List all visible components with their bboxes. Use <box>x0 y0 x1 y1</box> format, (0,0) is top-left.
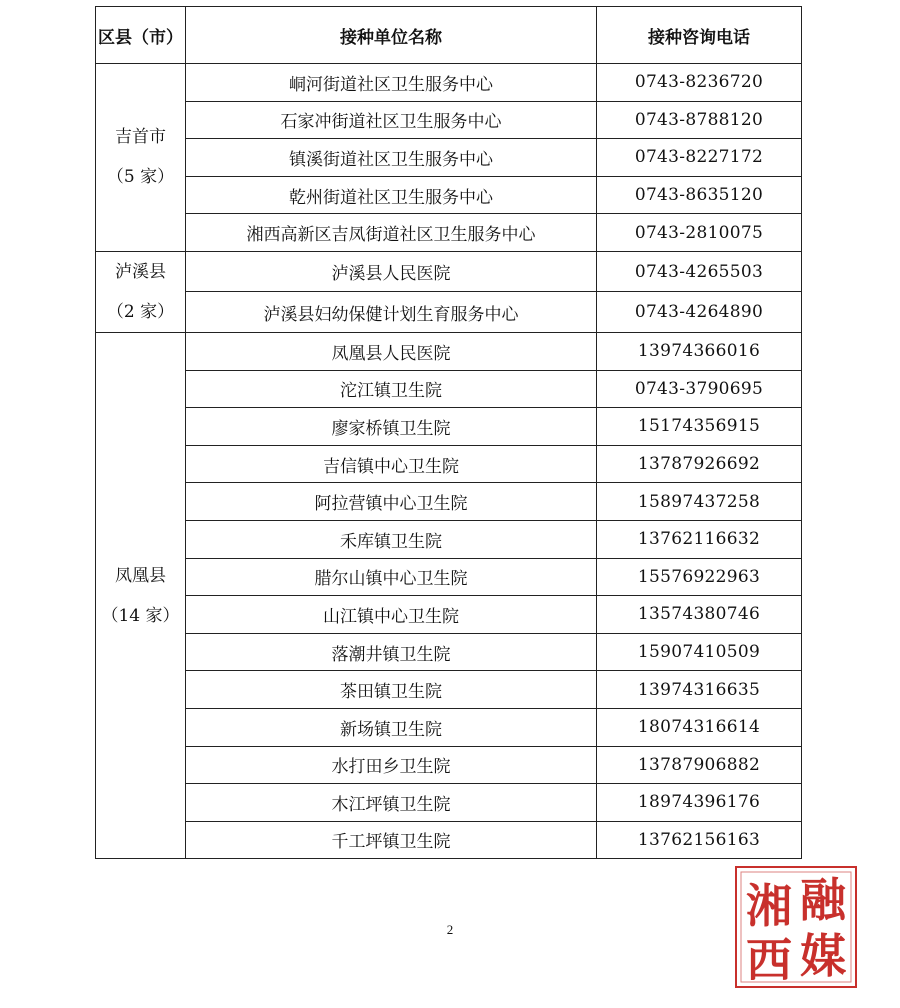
table-row <box>96 671 802 709</box>
logo-char-xi: 西 <box>746 933 792 987</box>
table-row <box>96 596 802 634</box>
unit-name: 茶田镇卫生院 <box>186 671 597 709</box>
unit-name: 山江镇中心卫生院 <box>186 596 597 634</box>
xiangxi-media-logo <box>735 866 857 988</box>
table-row <box>96 408 802 446</box>
table-row <box>96 746 802 784</box>
unit-name: 泸溪县妇幼保健计划生育服务中心 <box>186 292 597 333</box>
unit-name: 水打田乡卫生院 <box>186 746 597 784</box>
unit-name: 新场镇卫生院 <box>186 708 597 746</box>
table-row <box>96 821 802 859</box>
district-name: 泸溪县 <box>115 261 166 282</box>
phone-number: 13787906882 <box>597 746 802 784</box>
phone-number: 0743-8635120 <box>597 176 802 214</box>
phone-number: 13762156163 <box>597 821 802 859</box>
table-row <box>96 251 802 292</box>
district-count: （5 家） <box>106 167 175 188</box>
phone-number: 13762116632 <box>597 520 802 558</box>
unit-name: 吉信镇中心卫生院 <box>186 445 597 483</box>
unit-name: 镇溪街道社区卫生服务中心 <box>186 139 597 177</box>
table-row <box>96 332 802 370</box>
phone-number: 13974316635 <box>597 671 802 709</box>
phone-number: 15576922963 <box>597 558 802 596</box>
phone-number: 0743-4265503 <box>597 251 802 292</box>
district-cell-fenghuang <box>96 332 186 858</box>
unit-name: 乾州街道社区卫生服务中心 <box>186 176 597 214</box>
table-row <box>96 558 802 596</box>
phone-number: 15174356915 <box>597 408 802 446</box>
table-row <box>96 445 802 483</box>
phone-number: 0743-8227172 <box>597 139 802 177</box>
district-count: （2 家） <box>106 301 175 322</box>
header-district: 区县（市） <box>96 7 186 64</box>
unit-name: 泸溪县人民医院 <box>186 251 597 292</box>
vaccination-sites-table <box>95 6 802 859</box>
unit-name: 腊尔山镇中心卫生院 <box>186 558 597 596</box>
unit-name: 阿拉营镇中心卫生院 <box>186 483 597 521</box>
logo-char-rong: 融 <box>800 873 846 927</box>
logo-char-mei: 媒 <box>800 929 846 983</box>
phone-number: 18074316614 <box>597 708 802 746</box>
header-unit: 接种单位名称 <box>186 7 597 64</box>
table-row <box>96 483 802 521</box>
table-row <box>96 633 802 671</box>
phone-number: 15907410509 <box>597 633 802 671</box>
table-row <box>96 214 802 252</box>
district-cell-luxi <box>96 251 186 332</box>
logo-char-xiang: 湘 <box>746 879 792 933</box>
table-row <box>96 139 802 177</box>
district-name: 吉首市 <box>115 127 166 148</box>
phone-number: 18974396176 <box>597 784 802 822</box>
unit-name: 峒河街道社区卫生服务中心 <box>186 64 597 102</box>
header-phone: 接种咨询电话 <box>597 7 802 64</box>
phone-number: 13787926692 <box>597 445 802 483</box>
table-row <box>96 708 802 746</box>
phone-number: 0743-4264890 <box>597 292 802 333</box>
unit-name: 禾库镇卫生院 <box>186 520 597 558</box>
district-count: （14 家） <box>101 605 180 626</box>
table-row <box>96 370 802 408</box>
table-row <box>96 176 802 214</box>
table-row <box>96 520 802 558</box>
district-name: 凤凰县 <box>115 565 166 586</box>
unit-name: 沱江镇卫生院 <box>186 370 597 408</box>
unit-name: 石家冲街道社区卫生服务中心 <box>186 101 597 139</box>
district-cell-jishou <box>96 64 186 252</box>
phone-number: 13574380746 <box>597 596 802 634</box>
table-row <box>96 101 802 139</box>
phone-number: 13974366016 <box>597 332 802 370</box>
phone-number: 0743-8236720 <box>597 64 802 102</box>
unit-name: 千工坪镇卫生院 <box>186 821 597 859</box>
unit-name: 湘西高新区吉凤街道社区卫生服务中心 <box>186 214 597 252</box>
phone-number: 0743-3790695 <box>597 370 802 408</box>
table-row <box>96 784 802 822</box>
page-number: 2 <box>446 922 454 937</box>
unit-name: 凤凰县人民医院 <box>186 332 597 370</box>
phone-number: 0743-8788120 <box>597 101 802 139</box>
unit-name: 落潮井镇卫生院 <box>186 633 597 671</box>
header-row <box>96 7 802 64</box>
unit-name: 木江坪镇卫生院 <box>186 784 597 822</box>
table-row <box>96 292 802 333</box>
phone-number: 0743-2810075 <box>597 214 802 252</box>
phone-number: 15897437258 <box>597 483 802 521</box>
unit-name: 廖家桥镇卫生院 <box>186 408 597 446</box>
table-row <box>96 64 802 102</box>
